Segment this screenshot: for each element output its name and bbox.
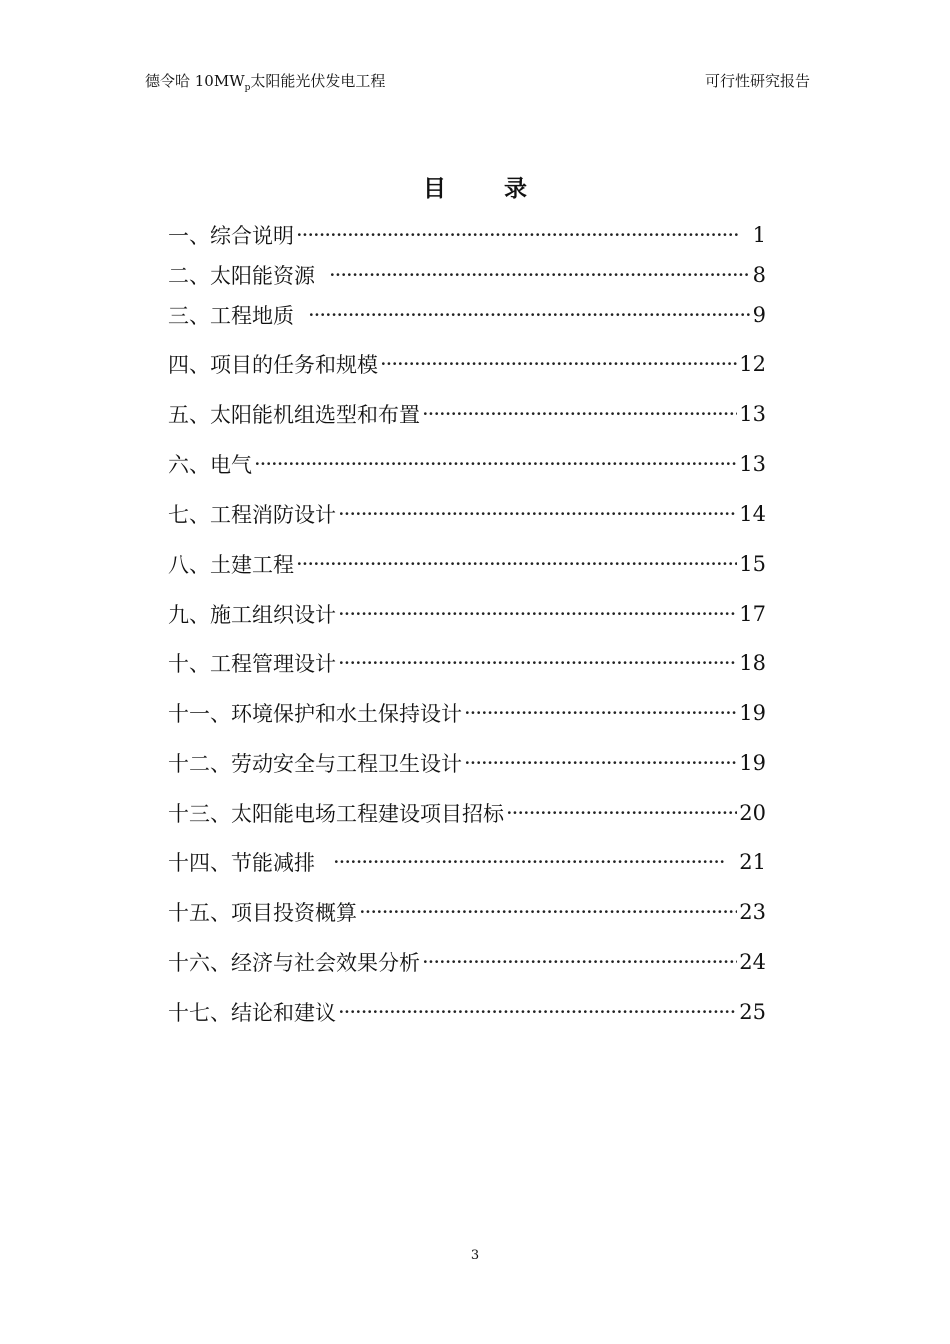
toc-entry-label: 一、综合说明 [168,224,294,248]
toc-entry-label: 十一、环境保护和水土保持设计 [168,702,462,726]
toc-entry[interactable] [168,845,766,879]
toc-entry-page: 1 [752,223,766,247]
toc-leader-dots [294,547,737,581]
header-project-suffix: 太阳能光伏发电工程 [250,72,386,90]
toc-entry-label: 十七、结论和建议 [168,1001,336,1025]
toc-entry[interactable] [168,895,766,929]
toc-entry[interactable] [168,347,766,381]
toc-entry-label: 十、工程管理设计 [168,652,336,676]
toc-entry-page: 19 [739,751,766,775]
toc-entry-page: 15 [739,552,766,576]
toc-entry[interactable] [168,258,766,292]
toc-entry-page: 23 [739,900,766,924]
toc-leader-dots [336,597,737,631]
toc-leader-dots [336,995,737,1029]
page-number: 3 [470,1248,480,1263]
toc-leader-dots [327,258,751,292]
toc-entry-page: 25 [739,1000,766,1024]
toc-entry-label: 五、太阳能机组选型和布置 [168,403,420,427]
header-project-subscript: p [244,83,251,93]
toc-leader-dots [462,696,737,730]
toc-entry-page: 8 [752,263,766,287]
toc-entry-label: 三、工程地质 [168,304,294,328]
toc-entry-label: 十六、经济与社会效果分析 [168,951,420,975]
toc-entry-label: 九、施工组织设计 [168,603,336,627]
toc-leader-dots [336,646,737,680]
toc-leader-dots [294,218,739,252]
toc-entry[interactable] [168,696,766,730]
toc-entry-page: 14 [739,502,766,526]
toc-leader-dots [252,447,737,481]
toc-title: 目录 [423,175,585,202]
toc-entry-label: 六、电气 [168,453,252,477]
toc-leader-dots [420,397,737,431]
toc-leader-dots [336,497,737,531]
toc-entry-page: 24 [739,950,766,974]
toc-entry-label: 十二、劳动安全与工程卫生设计 [168,752,462,776]
toc-entry[interactable] [168,218,766,252]
toc-leader-dots [462,746,737,780]
toc-leader-dots [504,796,737,830]
toc-entry-page: 19 [739,701,766,725]
toc-entry-label: 四、项目的任务和规模 [168,353,378,377]
toc-entry[interactable] [168,447,766,481]
toc-entry-page: 18 [739,651,766,675]
toc-entry[interactable] [168,796,766,830]
toc-entry-page: 13 [739,452,766,476]
toc-entry-label: 二、太阳能资源 [168,264,315,288]
toc-entry-page: 20 [739,801,766,825]
toc-leader-dots [378,347,737,381]
toc-entry[interactable] [168,746,766,780]
toc-entry-label: 十三、太阳能电场工程建设项目招标 [168,802,504,826]
toc-entry-page: 21 [739,850,766,874]
header-report-type: 可行性研究报告 [704,72,810,90]
toc-entry[interactable] [168,298,766,332]
toc-entry-page: 12 [739,352,766,376]
toc-leader-dots [420,945,737,979]
header-project-title [145,70,385,93]
toc-entry-label: 十四、节能减排 [168,851,315,875]
toc-entry[interactable] [168,547,766,581]
toc-entry[interactable] [168,945,766,979]
header-project-prefix: 德令哈 10MW [145,72,245,90]
toc-entry[interactable] [168,995,766,1029]
toc-entry-page: 13 [739,402,766,426]
toc-entry-page: 17 [739,602,766,626]
toc-leader-dots [331,845,725,879]
toc-entry-page: 9 [752,303,766,327]
toc-entry[interactable] [168,397,766,431]
toc-entry-label: 七、工程消防设计 [168,503,336,527]
toc-entry-label: 八、土建工程 [168,553,294,577]
toc-leader-dots [357,895,737,929]
toc-leader-dots [306,298,751,332]
toc-entry[interactable] [168,646,766,680]
toc-entry[interactable] [168,497,766,531]
toc-entry[interactable] [168,597,766,631]
toc-entry-label: 十五、项目投资概算 [168,901,357,925]
